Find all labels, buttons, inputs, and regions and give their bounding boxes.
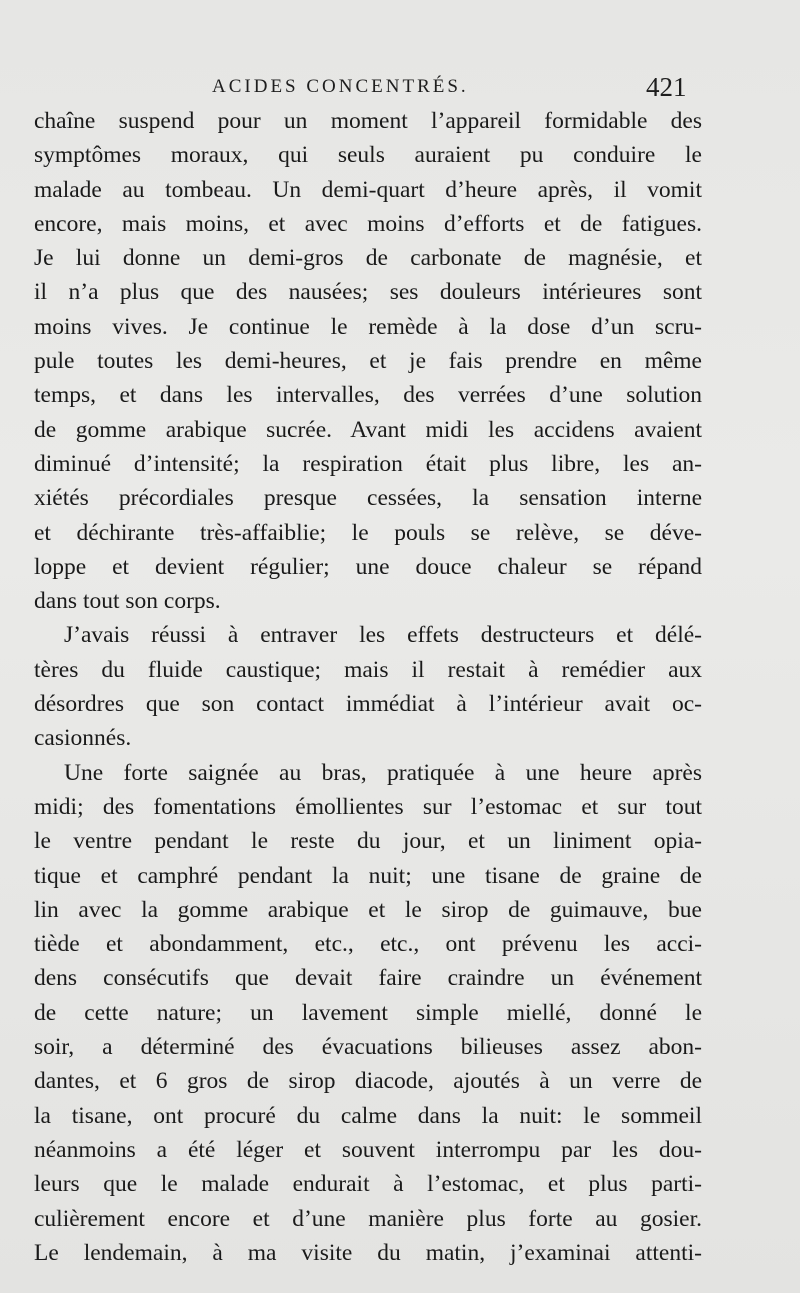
text-line: encore, mais moins, et avec moins d’efforts et de fatigues. — [34, 210, 702, 237]
text-line: temps, et dans les intervalles, des verrées d’une solution — [34, 382, 702, 409]
text-line: tiède et abondamment, etc., etc., ont prévenu les acci- — [34, 931, 702, 958]
running-head — [0, 72, 800, 104]
text-line: midi; des fomentations émollientes sur l’estomac et sur tout — [34, 793, 702, 820]
text-line: diminué d’intensité; la respiration était plus libre, les an- — [34, 450, 702, 477]
text-line: désordres que son contact immédiat à l’intérieur avait oc- — [34, 691, 702, 718]
text-line: culièrement encore et d’une manière plus forte au gosier. — [34, 1205, 702, 1232]
text-line: moins vives. Je continue le remède à la dose d’un scru- — [34, 313, 702, 340]
text-line: casionnés. — [34, 725, 132, 752]
running-title: ACIDES CONCENTRÉS. — [212, 76, 469, 97]
text-line: symptômes moraux, qui seuls auraient pu conduire le — [34, 142, 702, 169]
text-line: néanmoins a été léger et souvent interrompu par les dou- — [34, 1136, 702, 1163]
text-line: malade au tombeau. Un demi-quart d’heure après, il vomit — [34, 176, 702, 203]
text-line: le ventre pendant le reste du jour, et un liniment opia- — [34, 828, 702, 855]
text-line: dans tout son corps. — [34, 588, 221, 615]
text-line: la tisane, ont procuré du calme dans la nuit: le sommeil — [34, 1102, 702, 1129]
text-line: Je lui donne un demi-gros de carbonate de magnésie, et — [34, 245, 702, 272]
text-line: et déchirante très-affaiblie; le pouls se relève, se déve- — [34, 519, 702, 546]
text-line: tique et camphré pendant la nuit; une tisane de graine de — [34, 862, 702, 889]
text-line: leurs que le malade endurait à l’estomac, et plus parti- — [34, 1171, 702, 1198]
text-line: soir, a déterminé des évacuations bilieuses assez abon- — [34, 1034, 702, 1061]
text-line: chaîne suspend pour un moment l’appareil formidable des — [34, 108, 702, 134]
text-line: dens consécutifs que devait faire craindre un événement — [34, 965, 702, 992]
text-line: de gomme arabique sucrée. Avant midi les accidens avaient — [34, 416, 702, 443]
body-text — [34, 104, 702, 1270]
text-line: lin avec la gomme arabique et le sirop de guimauve, bue — [34, 896, 702, 923]
text-line: Le lendemain, à ma visite du matin, j’examinai attenti- — [34, 1239, 702, 1266]
text-line: de cette nature; un lavement simple miellé, donné le — [34, 999, 702, 1026]
paragraph-start-line: Une forte saignée au bras, pratiquée à une heure après — [64, 759, 702, 786]
text-line: tères du fluide caustique; mais il restait à remédier aux — [34, 656, 702, 683]
text-line: il n’a plus que des nausées; ses douleurs intérieures sont — [34, 279, 702, 306]
text-line: xiétés précordiales presque cessées, la sensation interne — [34, 485, 702, 512]
text-line: pule toutes les demi-heures, et je fais prendre en même — [34, 348, 702, 375]
page-number: 421 — [646, 72, 687, 102]
paragraph-start-line: J’avais réussi à entraver les effets destructeurs et délé- — [64, 622, 702, 649]
text-line: loppe et devient régulier; une douce chaleur se répand — [34, 553, 702, 580]
text-line: dantes, et 6 gros de sirop diacode, ajoutés à un verre de — [34, 1068, 702, 1095]
